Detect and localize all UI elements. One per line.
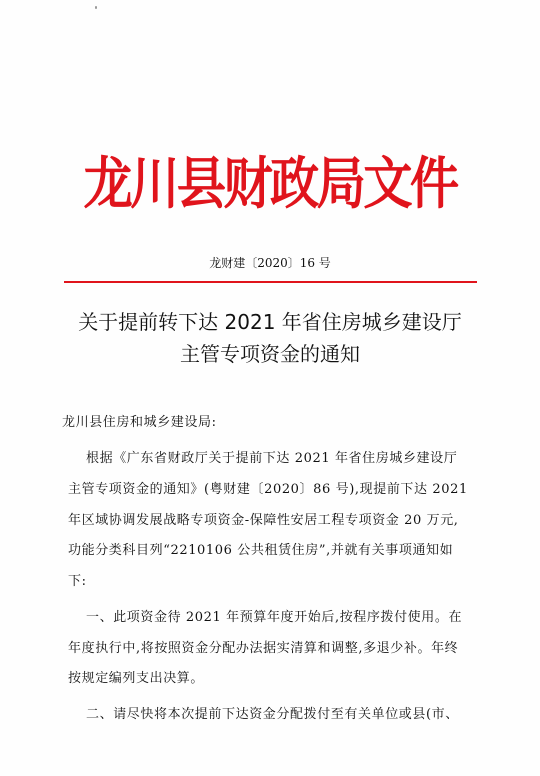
notice-title-line-2: 主管专项资金的通知 [180,342,360,366]
notice-title [0,306,540,370]
body-line: 二、请尽快将本次提前下达资金分配拨付至有关单位或县(市、 [86,707,459,722]
body-line: 按规定编列支出决算。 [68,671,205,686]
body-line: 年度执行中,将按照资金分配办法据实清算和调整,多退少补。年终 [68,641,459,656]
body-line: 年区域协调发展战略专项资金-保障性安居工程专项资金 20 万元, [68,513,459,528]
body-line: 主管专项资金的通知》(粤财建〔2020〕86 号),现提前下达 2021 [68,482,468,497]
red-divider-line [64,281,477,283]
body-line: 下: [68,574,87,589]
salutation: 龙川县住房和城乡建设局: [62,415,217,430]
document-number: 龙财建〔2020〕16 号 [209,256,331,270]
document-header-title: 龙川县财政局文件 [83,151,457,217]
notice-title-line-1: 关于提前转下达 2021 年省住房城乡建设厅 [78,310,462,334]
scan-speck [95,6,97,9]
body-line: 一、此项资金待 2021 年预算年度开始后,按程序拨付使用。在 [86,610,463,625]
body-line: 功能分类科目列“2210106 公共租赁住房”,并就有关事项通知如 [68,543,454,558]
body-line: 根据《广东省财政厅关于提前下达 2021 年省住房城乡建设厅 [86,451,458,466]
